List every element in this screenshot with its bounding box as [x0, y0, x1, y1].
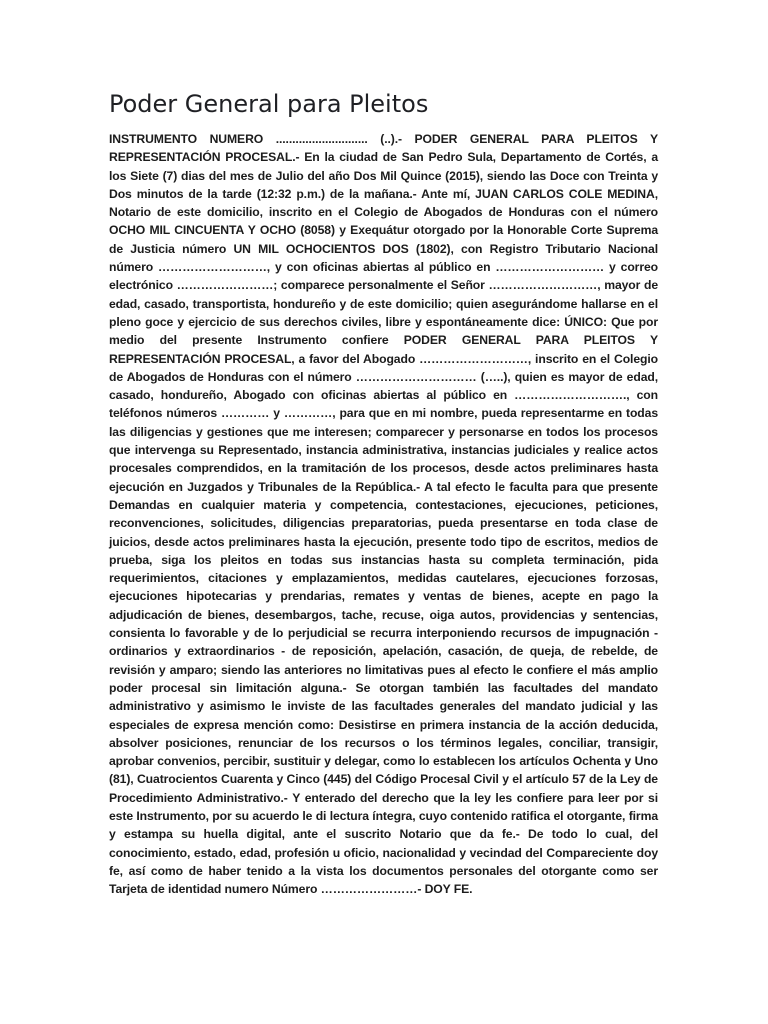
document-title: Poder General para Pleitos	[109, 90, 429, 118]
document-body: INSTRUMENTO NUMERO ............................ (..).- PODER GENERAL PARA PLEITOS Y REPRESENTACIÓN PROCESAL.- En la ciudad de San Pedro Sula, Departamento de Cortés, a los Siete (7) dias del mes de Julio del año Dos Mil Quince (2015), siendo las Doce con Treinta y Dos minutos de la tarde (12:32 p.m.) de la mañana.- Ante mí, JUAN CARLOS COLE MEDINA, Notario de este domicilio, inscrito en el Colegio de Abogados de Honduras con el número OCHO MIL CINCUENTA Y OCHO (8058) y Exequátur otorgado por la Honorable Corte Suprema de Justicia número UN MIL OCHOCIENTOS DOS (1802), con Registro Tributario Nacional número ………………………, y con oficinas abiertas al público en ……………………… y correo electrónico ……………………; comparece personalmente el Señor ………………………, mayor de edad, casado, transportista, hondureño y de este domicilio; quien asegurándome hallarse en el pleno goce y ejercicio de sus derechos civiles, libre y espontáneamente dice: ÚNICO: Que por medio del presente Instrumento confiere PODER GENERAL PARA PLEITOS Y REPRESENTACIÓN PROCESAL, a favor del Abogado ………………………, inscrito en el Colegio de Abogados de Honduras con el número ………………………… (…..), quien es mayor de edad, casado, hondureño, Abogado con oficinas abiertas al público en ………………………., con teléfonos números ………… y …………, para que en mi nombre, pueda representarme en todas las diligencias y gestiones que me interesen; comparecer y personarse en todos los procesos que intervenga su Representado, instancia administrativa, instancias judiciales y realice actos procesales comprendidos, en la tramitación de los procesos, desde actos preliminares hasta ejecución en Juzgados y Tribunales de la República.- A tal efecto le faculta para que presente Demandas en cualquier materia y competencia, contestaciones, ejecuciones, peticiones, reconvenciones, solicitudes, diligencias preparatorias, pueda presentarse en toda clase de juicios, desde actos preliminares hasta la ejecución, presente todo tipo de escritos, medios de prueba, siga los pleitos en todas sus instancias hasta su completa terminación, pida requerimientos, citaciones y emplazamientos, medidas cautelares, ejecuciones forzosas, ejecuciones hipotecarias y prendarias, remates y ventas de bienes, acepte en pago la adjudicación de bienes, desembargos, tache, recuse, oiga autos, providencias y sentencias, consienta lo favorable y de lo perjudicial se recurra interponiendo recursos de impugnación - ordinarios y extraordinarios - de reposición, apelación, casación, de queja, de rebelde, de revisión y amparo; siendo las anteriores no limitativas pues al efecto le confiere el más amplio poder procesal sin limitación alguna.- Se otorgan también las facultades del mandato administrativo y asimismo le inviste de las facultades generales del mandato judicial y las especiales de expresa mención como: Desistirse en primera instancia de la acción deducida, absolver posiciones, renunciar de los recursos o los términos legales, conciliar, transigir, aprobar convenios, percibir, sustituir y delegar, como lo establecen los artículos Ochenta y Uno (81), Cuatrocientos Cuarenta y Cinco (445) del Código Procesal Civil y el artículo 57 de la Ley de Procedimiento Administrativo.- Y enterado del derecho que la ley les confiere para leer por si este Instrumento, por su acuerdo le di lectura íntegra, cuyo contenido ratifica el otorgante, firma y estampa su huella digital, ante el suscrito Notario que da fe.- De todo lo cual, del conocimiento, estado, edad, profesión u oficio, nacionalidad y vecindad del Compareciente doy fe, así como de haber tenido a la vista los documentos personales del otorgante como ser Tarjeta de identidad numero Número ……………………- DOY FE.	[109, 132, 658, 897]
